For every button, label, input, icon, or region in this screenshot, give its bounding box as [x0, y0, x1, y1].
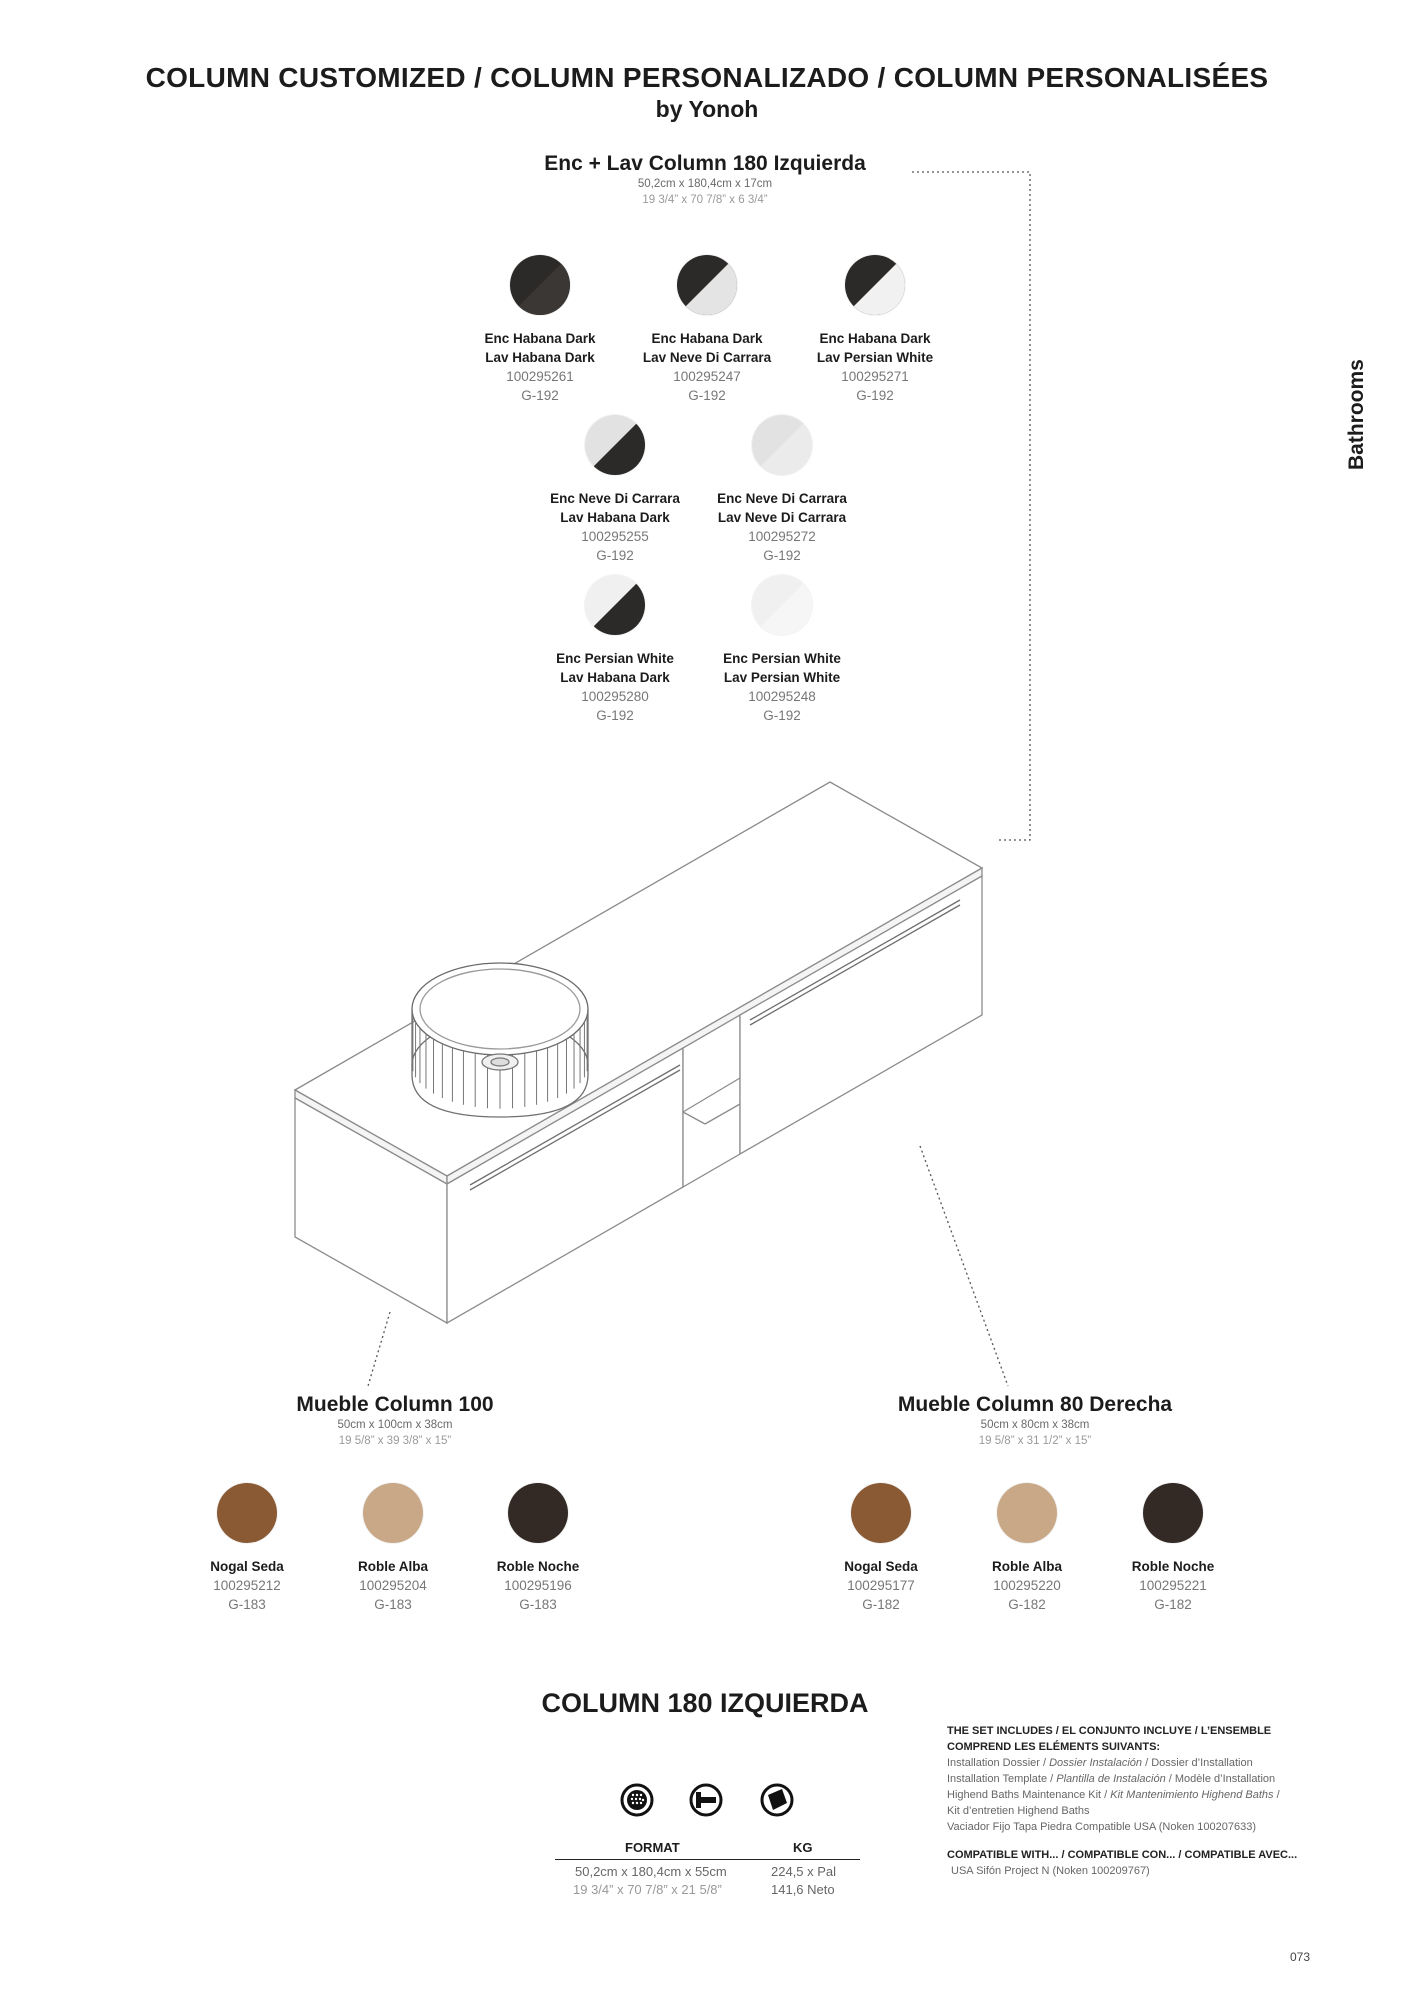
- finish-basin-label: Lav Persian White: [816, 350, 934, 365]
- table-row: [555, 1864, 860, 1882]
- wood-finish-label: Nogal Seda: [210, 1559, 284, 1574]
- finish-top-label: Enc Persian White: [556, 651, 674, 666]
- finish-top-label: Enc Persian White: [723, 651, 841, 666]
- set-item-text-fr: / Modèle d’Installation: [1165, 1773, 1276, 1785]
- set-item-text-sep: /: [1273, 1789, 1280, 1801]
- handle-icon: [689, 1783, 723, 1817]
- wood-color-circle: [997, 1483, 1057, 1543]
- top-product-dim-in: 19 3/4” x 70 7/8” x 6 3/4”: [642, 194, 768, 206]
- set-item-text-es: Plantilla de Instalación: [1056, 1773, 1166, 1785]
- set-heading-line1: THE SET INCLUDES / EL CONJUNTO INCLUYE / L’ENSEMBLE: [947, 1725, 1272, 1737]
- wood-color-circle: [363, 1483, 423, 1543]
- finish-code: 100295255: [581, 529, 649, 544]
- wood-finish-label: Roble Noche: [1131, 1559, 1215, 1574]
- set-title: COLUMN 180 IZQUIERDA: [541, 1688, 869, 1718]
- set-item-text-es: Dossier Instalación: [1049, 1757, 1143, 1769]
- kg-pallet-cell: 224,5 x Pal: [771, 1864, 837, 1879]
- right-product-dim-in: 19 5/8” x 31 1/2” x 15”: [978, 1435, 1092, 1447]
- finish-ref: G-192: [521, 388, 559, 403]
- wood-finish-swatch[interactable]: [952, 1483, 1102, 1614]
- finish-code: 100295271: [841, 369, 909, 384]
- wood-color-circle: [1143, 1483, 1203, 1543]
- finish-ref: G-192: [856, 388, 894, 403]
- wood-color-circle: [508, 1483, 568, 1543]
- finish-code: 100295248: [748, 689, 816, 704]
- left-product-name: Mueble Column 100: [296, 1393, 494, 1416]
- finish-ref: G-192: [596, 708, 634, 723]
- set-item-text: Installation Template /: [947, 1773, 1057, 1785]
- wood-finish-ref: G-182: [1154, 1597, 1192, 1612]
- wood-finish-code: 100295177: [847, 1578, 915, 1593]
- format-column-header: FORMAT: [625, 1840, 680, 1855]
- drain-grid-icon: [620, 1783, 654, 1817]
- finish-code: 100295280: [581, 689, 649, 704]
- finish-ref: G-192: [763, 708, 801, 723]
- right-product-heading: [855, 1393, 1215, 1449]
- set-item-text: Highend Baths Maintenance Kit /: [947, 1789, 1111, 1801]
- finish-code: 100295247: [673, 369, 741, 384]
- wood-finish-swatch[interactable]: [806, 1483, 956, 1614]
- table-row: [555, 1882, 860, 1900]
- wood-finish-label: Nogal Seda: [844, 1559, 918, 1574]
- stone-top-icon: [760, 1783, 794, 1817]
- finish-basin-label: Lav Habana Dark: [560, 510, 670, 525]
- wood-finish-ref: G-183: [374, 1597, 412, 1612]
- wood-finish-swatch[interactable]: [172, 1483, 322, 1614]
- wood-finish-ref: G-183: [228, 1597, 266, 1612]
- finish-top-label: Enc Habana Dark: [484, 331, 596, 346]
- finish-code: 100295261: [506, 369, 574, 384]
- wood-finish-swatch[interactable]: [463, 1483, 613, 1614]
- set-item-text: Installation Dossier /: [947, 1757, 1050, 1769]
- page-number: 073: [1290, 1950, 1311, 1964]
- finish-basin-label: Lav Neve Di Carrara: [642, 350, 772, 365]
- set-heading-line2: COMPREND LES ELÉMENTS SUIVANTS:: [947, 1741, 1161, 1753]
- wood-finish-code: 100295196: [504, 1578, 572, 1593]
- right-product-name: Mueble Column 80 Derecha: [897, 1393, 1173, 1416]
- format-cm-cell: 50,2cm x 180,4cm x 55cm: [575, 1864, 727, 1879]
- right-product-dim-cm: 50cm x 80cm x 38cm: [980, 1419, 1090, 1431]
- finish-top-label: Enc Neve Di Carrara: [550, 491, 680, 506]
- finish-ref: G-192: [596, 548, 634, 563]
- wood-finish-swatch[interactable]: [318, 1483, 468, 1614]
- wood-finish-code: 100295204: [359, 1578, 427, 1593]
- finish-basin-label: Lav Neve Di Carrara: [717, 510, 847, 525]
- wood-finish-label: Roble Noche: [496, 1559, 580, 1574]
- wood-finish-label: Roble Alba: [991, 1559, 1062, 1574]
- wood-finish-code: 100295212: [213, 1578, 281, 1593]
- set-item-text-es: Kit Mantenimiento Highend Baths: [1110, 1789, 1274, 1801]
- format-table: [555, 1840, 860, 1900]
- set-includes-box: [947, 1723, 1337, 1879]
- left-product-dim-cm: 50cm x 100cm x 38cm: [337, 1419, 453, 1431]
- wood-finish-ref: G-182: [862, 1597, 900, 1612]
- kg-column-header: KG: [793, 1840, 813, 1855]
- set-item-maintenance-kit-fr: Kit d’entretien Highend Baths: [947, 1805, 1090, 1817]
- finish-ref: G-192: [763, 548, 801, 563]
- left-product-dim-in: 19 5/8” x 39 3/8” x 15”: [338, 1435, 452, 1447]
- finish-top-label: Enc Neve Di Carrara: [717, 491, 847, 506]
- finish-top-label: Enc Habana Dark: [651, 331, 763, 346]
- finish-ref: G-192: [688, 388, 726, 403]
- top-product-name: Enc + Lav Column 180 Izquierda: [544, 152, 866, 175]
- finish-basin-label: Lav Persian White: [723, 670, 841, 685]
- finish-code: 100295272: [748, 529, 816, 544]
- format-in-cell: 19 3/4” x 70 7/8” x 21 5/8”: [573, 1882, 722, 1897]
- compatible-item: USA Sifón Project N (Noken 100209767): [951, 1865, 1150, 1877]
- compatible-heading: COMPATIBLE WITH... / COMPATIBLE CON... / COMPATIBLE AVEC...: [947, 1849, 1298, 1861]
- set-item-template: [947, 1771, 1337, 1787]
- wood-finish-swatch[interactable]: [1098, 1483, 1248, 1614]
- finish-basin-label: Lav Habana Dark: [485, 350, 595, 365]
- wood-finish-code: 100295221: [1139, 1578, 1207, 1593]
- left-product-heading: [230, 1393, 560, 1449]
- page-title: COLUMN CUSTOMIZED / COLUMN PERSONALIZADO / COLUMN PERSONALISÉES: [145, 62, 1269, 93]
- page-subtitle: by Yonoh: [655, 96, 759, 122]
- kg-net-cell: 141,6 Neto: [771, 1882, 835, 1897]
- wood-finish-ref: G-183: [519, 1597, 557, 1612]
- top-product-dim-cm: 50,2cm x 180,4cm x 17cm: [637, 178, 773, 190]
- wood-finish-label: Roble Alba: [357, 1559, 428, 1574]
- wood-finish-ref: G-182: [1008, 1597, 1046, 1612]
- finish-basin-label: Lav Habana Dark: [560, 670, 670, 685]
- set-item-text-fr: / Dossier d’Installation: [1142, 1757, 1253, 1769]
- finish-top-label: Enc Habana Dark: [819, 331, 931, 346]
- set-item-maintenance-kit: [947, 1787, 1337, 1803]
- section-tab-bathrooms[interactable]: Bathrooms: [1345, 359, 1368, 470]
- format-table-header: [555, 1840, 860, 1860]
- wood-color-circle: [217, 1483, 277, 1543]
- wood-finish-code: 100295220: [993, 1578, 1061, 1593]
- wood-color-circle: [851, 1483, 911, 1543]
- set-item-dossier: [947, 1755, 1337, 1771]
- set-item-drain: Vaciador Fijo Tapa Piedra Compatible USA (Noken 100207633): [947, 1821, 1256, 1833]
